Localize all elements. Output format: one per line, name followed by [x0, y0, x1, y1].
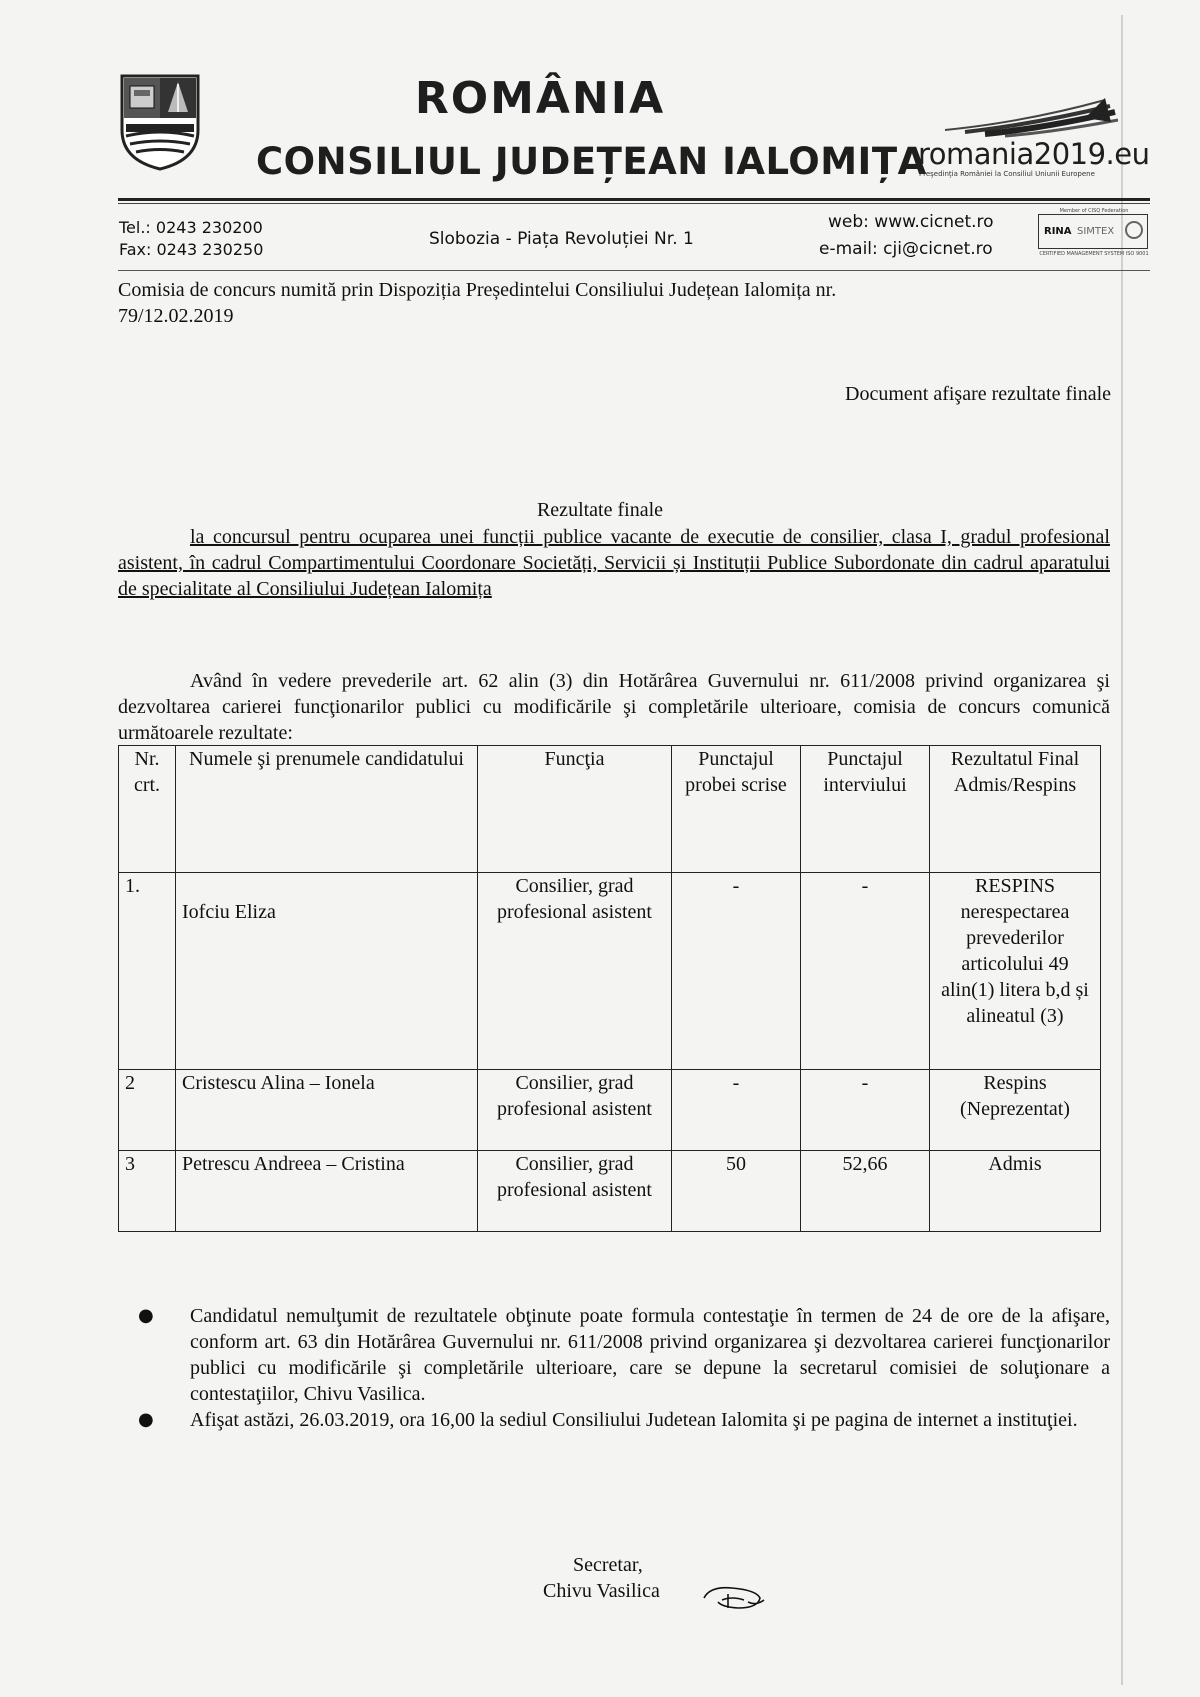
- note-text: Afişat astăzi, 26.03.2019, ora 16,00 la sediul Consiliului Judetean Ialomita şi pe pagina de internet a instituţiei.: [190, 1409, 1078, 1431]
- address: Slobozia - Piața Revoluției Nr. 1: [429, 229, 694, 249]
- bullet-icon: ●: [138, 1305, 154, 1326]
- signatory-role: Secretar,: [573, 1554, 643, 1576]
- row-final-result: Admis: [930, 1151, 1101, 1232]
- competition-subject: la concursul pentru ocuparea unei funcții publice vacante de executie de consilier, clasa I, gradul profesional asistent, în cadrul Compartimentului Coordonare Societăți, Servicii și Instituții Publice Subordonate din cadrul aparatului de specialitate al Consiliului Județean Ialomița: [118, 526, 1110, 600]
- row-written-score: 50: [672, 1151, 801, 1232]
- note-text: Candidatul nemulţumit de rezultatele obţinute poate formula contestaţie în termen de 24 de ore de la afişare, conform art. 63 din Hotărârea Guvernului nr. 611/2008 privind organizarea şi dezvoltarea carierei funcţionarilor publici cu modificările şi completările ulterioare, care se depune la secretarul comisiei de soluţionare a contestaţiilor, Chivu Vasilica.: [190, 1305, 1110, 1405]
- document-label: Document afişare rezultate finale: [845, 383, 1111, 405]
- notes-list: [118, 1303, 1110, 1433]
- row-name: Petrescu Andreea – Cristina: [176, 1151, 478, 1232]
- council-title: CONSILIUL JUDEȚEAN IALOMIȚA: [256, 140, 927, 183]
- row-name-cell: [176, 873, 478, 1070]
- website: web: www.cicnet.ro: [828, 212, 994, 232]
- cert-simtex-label: SIMTEX: [1077, 226, 1115, 237]
- row-function: Consilier, grad profesional asistent: [478, 1070, 672, 1151]
- row-final-result: RESPINS nerespectarea prevederilor articolului 49 alin(1) litera b,d și alineatul (3): [930, 873, 1101, 1070]
- globe-icon: [1125, 221, 1143, 239]
- row-interview-score: -: [801, 1070, 930, 1151]
- intro-paragraph: Având în vedere prevederile art. 62 alin (3) din Hotărârea Guvernului nr. 611/2008 privind organizarea şi dezvoltarea carierei funcţionarilor publici cu modificările şi completările ulterioare, comisia de concurs comunică următoarele rezultate:: [118, 670, 1110, 744]
- eu-presidency-logo-icon: [935, 92, 1120, 142]
- header-final-result: Rezultatul Final Admis/Respins: [930, 746, 1101, 873]
- certification-badge: [1038, 214, 1148, 249]
- bullet-icon: ●: [138, 1409, 154, 1430]
- table-header-row: [119, 746, 1101, 873]
- results-title: Rezultate finale: [536, 499, 664, 521]
- fax-number: Fax: 0243 230250: [119, 240, 264, 259]
- scan-page-edge: [1121, 15, 1123, 1685]
- row-interview-score: -: [801, 873, 930, 1070]
- email-address: e-mail: cji@cicnet.ro: [819, 239, 993, 259]
- table-row: [119, 873, 1101, 1070]
- header-rule-bottom: [118, 270, 1150, 271]
- presidency-logo-subtitle: Preşedinţia României la Consiliul Uniunii Europene: [919, 170, 1095, 178]
- header-nr: Nr. crt.: [119, 746, 176, 873]
- row-written-score: -: [672, 1070, 801, 1151]
- row-function: Consilier, grad profesional asistent: [478, 1151, 672, 1232]
- row-nr: 3: [119, 1151, 176, 1232]
- list-item: [118, 1303, 1110, 1407]
- header-interview-score: Punctajul interviului: [801, 746, 930, 873]
- header-function: Funcţia: [478, 746, 672, 873]
- list-item: [118, 1407, 1110, 1433]
- table-row: [119, 1151, 1101, 1232]
- row-nr: 1.: [119, 873, 176, 1070]
- handwritten-signature-icon: [698, 1580, 768, 1614]
- row-written-score: -: [672, 873, 801, 1070]
- presidency-logo-text: romania2019.eu: [918, 137, 1150, 171]
- header-rule-thick: [118, 198, 1150, 201]
- row-final-result: Respins (Neprezentat): [930, 1070, 1101, 1151]
- certification-caption-bottom: CERTIFIED MANAGEMENT SYSTEM ISO 9001: [1039, 251, 1149, 257]
- country-title: ROMÂNIA: [414, 73, 666, 124]
- header-name: Numele şi prenumele candidatului: [176, 746, 478, 873]
- results-table: [118, 745, 1101, 1232]
- row-name: Iofciu Eliza: [182, 901, 276, 923]
- header-written-score: Punctajul probei scrise: [672, 746, 801, 873]
- signatory-name: Chivu Vasilica: [543, 1580, 660, 1602]
- cert-rina-label: RINA: [1044, 226, 1072, 237]
- row-interview-score: 52,66: [801, 1151, 930, 1232]
- committee-reference: Comisia de concurs numită prin Dispoziția Președintelui Consiliului Județean Ialomița nr. 79/12.02.2019: [118, 279, 837, 327]
- row-nr: 2: [119, 1070, 176, 1151]
- table-row: [119, 1070, 1101, 1151]
- row-function: Consilier, grad profesional asistent: [478, 873, 672, 1070]
- header-rule-thin: [118, 203, 1150, 204]
- row-name: Cristescu Alina – Ionela: [176, 1070, 478, 1151]
- phone-number: Tel.: 0243 230200: [119, 218, 263, 237]
- spacer: [182, 873, 471, 899]
- certification-caption-top: Member of CISQ Federation: [1059, 208, 1129, 214]
